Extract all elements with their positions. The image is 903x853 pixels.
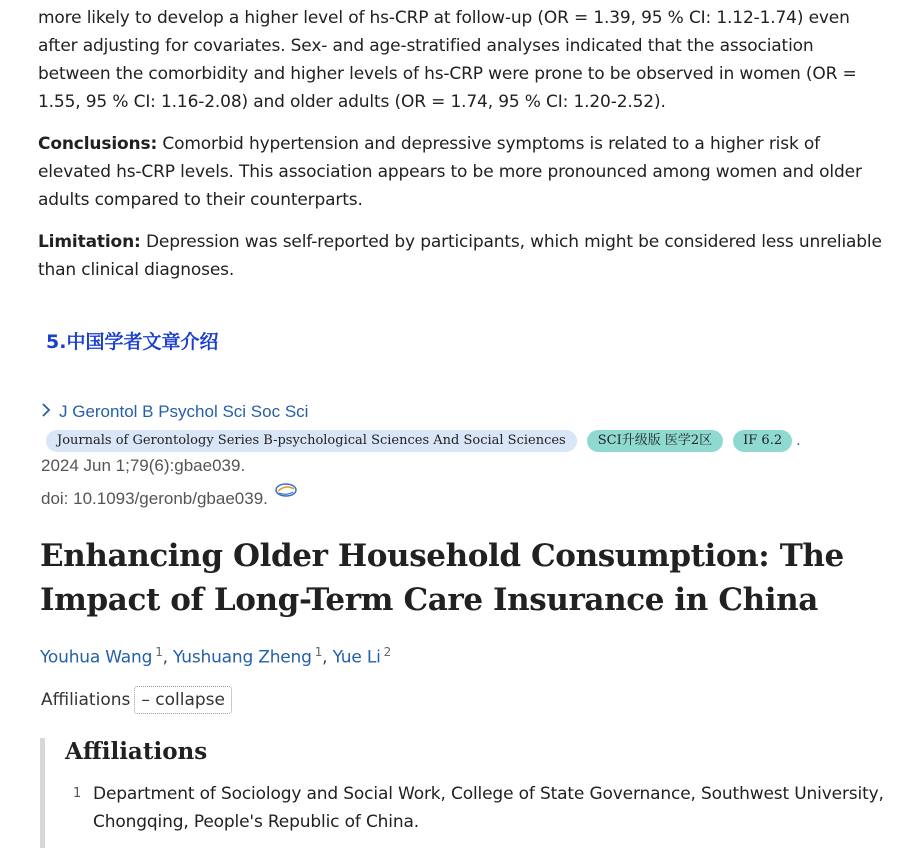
author-separator: , (162, 647, 174, 668)
author-affiliation-number[interactable]: 1 (155, 645, 163, 659)
limitation-paragraph (38, 228, 888, 284)
conclusions-text: Comorbid hypertension and depressive symptoms is related to a higher risk of elevated hs-CRP levels. This association appears to be more pronounced among women and older adults compared to their counterparts. (38, 134, 862, 210)
collapse-button[interactable]: – collapse (134, 686, 232, 714)
author-list (40, 645, 391, 668)
author-link[interactable]: Yushuang Zheng (173, 647, 312, 668)
affiliations-label: Affiliations (41, 690, 131, 710)
author-affiliation-number[interactable]: 2 (383, 645, 392, 659)
journal-link[interactable] (41, 401, 308, 423)
journal-badges (46, 429, 801, 453)
author-affiliation-number[interactable]: 1 (314, 645, 323, 659)
conclusions-label: Conclusions: (38, 134, 158, 154)
article-title: Enhancing Older Household Consumption: The Impact of Long-Term Care Insurance in China (40, 538, 844, 618)
author-separator: , (322, 647, 333, 668)
limitation-label: Limitation: (38, 232, 141, 252)
journal-full-badge: Journals of Gerontology Series B-psychological Sciences And Social Sciences (46, 430, 577, 452)
external-link-icon[interactable] (274, 482, 298, 503)
affiliations-heading: Affiliations (65, 738, 208, 765)
affiliations-panel (40, 738, 895, 848)
affiliation-text: Department of Sociology and Social Work, College of State Governance, Southwest University, Chongqing, People's Republic of China. (93, 784, 884, 832)
limitation-text: Depression was self-reported by participants, which might be considered less unreliable than clinical diagnoses. (38, 232, 882, 280)
publication-date: 2024 Jun 1;79(6):gbae039. (41, 456, 246, 475)
journal-abbrev[interactable]: J Gerontol B Psychol Sci Soc Sci (59, 402, 309, 421)
affiliation-number: 1 (73, 786, 82, 801)
results-text: more likely to develop a higher level of hs-CRP at follow-up (OR = 1.39, 95 % CI: 1.12-1.74) even after adjusting for covariates. Sex- and age-stratified analyses indicated that the association between the comorbidity and higher levels of hs-CRP were prone to be observed in women (OR = 1.55, 95 % CI: 1.16-2.08) and older adults (OR = 1.74, 95 % CI: 1.20-2.52). (38, 8, 857, 112)
results-paragraph (38, 4, 888, 116)
affiliations-toggle-row (41, 686, 232, 714)
chevron-right-icon (41, 401, 51, 423)
doi-text: doi: 10.1093/geronb/gbae039. (41, 488, 268, 508)
section-heading: 5.中国学者文章介绍 (46, 331, 219, 353)
impact-factor-badge: IF 6.2 (733, 430, 792, 452)
doi-row (41, 488, 298, 509)
author-link[interactable]: Yue Li (332, 647, 381, 668)
conclusions-paragraph (38, 130, 888, 214)
author-link[interactable]: Youhua Wang (40, 647, 153, 668)
sci-rank-badge: SCI升级版 医学2区 (587, 430, 723, 452)
badge-trailing-dot: . (796, 433, 801, 449)
